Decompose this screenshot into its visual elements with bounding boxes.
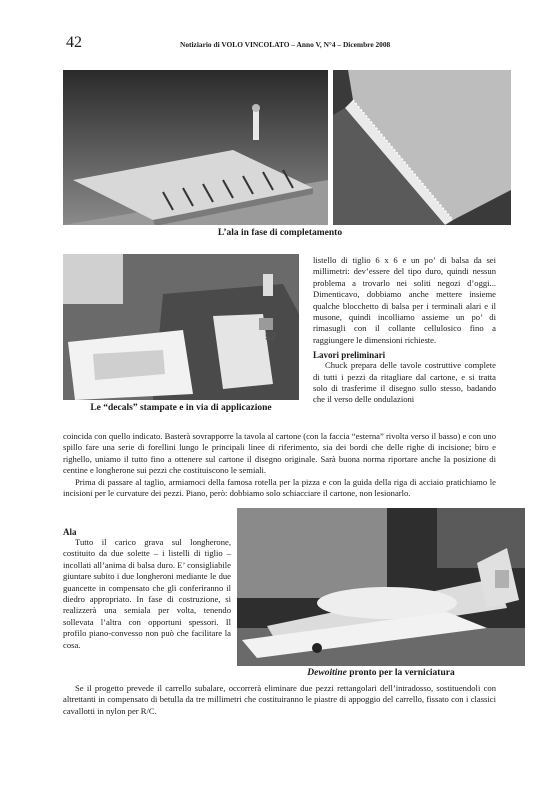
running-head: Notiziario di VOLO VINCOLATO – Anno V, N°4 – Dicembre 2008 (180, 40, 391, 49)
wing-photo-graphic (63, 70, 328, 225)
caption-decals: Le “decals” stampate e in via di applicazione (90, 403, 272, 413)
caption-dewoitine-rest: pronto per la verniciatura (346, 668, 455, 678)
paragraph-preliminari-start: Chuck prepara delle tavole costruttive complete di tutti i pezzi da ritagliare dal cartone, e si tratta solo di trasferime il disegno sullo stesso, badando che il verso delle ondulazioni (313, 360, 496, 405)
paragraph-carrello: Se il progetto prevede il carrello subalare, occorrerà eliminare due pezzi rettangolari dell’intradosso, sostituendoli con altrettanti in compensato di betulla da tre millimetri che costituiranno le piastre di appoggio del carrello, fissato con i classici cavallotti in nylon per R/C. (63, 683, 496, 716)
caption-dewoitine (237, 668, 525, 678)
photo-cardboard (333, 70, 511, 225)
paragraph-taglio: Prima di passare al taglio, armiamoci della famosa rotella per la pizza e con la guida della riga di acciaio pratichiamo le incisioni per le curvature dei pezzi. Piano, però: dobbiamo solo schiacciare il cartone, non lesionarlo. (63, 476, 496, 499)
paragraph-longherone: Tutto il carico grava sul longherone, costituito da due solette – i listelli di tiglio – incollati all’anima di balsa duro. E’ consigliabile giuntare subito i due longheroni mediante le due guancette in compensato che gli conferiranno il diedro appropriato. In fase di costruzione, si realizzerà una semiala per volta, tenendo sollevata l’altra con opportuni spessori. Il profilo piano-convesso non può che facilitare la cosa. (63, 537, 231, 650)
caption-wing: L’ala in fase di completamento (217, 228, 343, 238)
paragraph-preliminari-cont: coincida con quello indicato. Basterà sovrapporre la tavola al cartone (con la faccia “esterna” rivolta verso il basso) e con uno spillo fare una serie di forellini lungo le principali linee di riferimento, sia dei bordi che delle righe di incisione; biro e righello, uniamo il tutto fino a ottenere sul cartone il disegno originale. Sarà buona norma riportare anche la posizione di centine e longherone sui pezzi che costituiscono le semiali. (63, 431, 496, 476)
paragraph-materials: listello di tiglio 6 x 6 e un po’ di balsa da sei millimetri: dev’essere del tipo duro, quindi nessun problema a trovarlo nei soliti negozi d’oggi... Dimenticavo, dobbiamo anche mettere insieme qualche blocchetto di balsa per i terminali alari e il musone, quindi incolliamo assieme un po’ di rimasugli con il collante cellulosico fino a raggiungere le dimensioni richieste. (313, 255, 496, 345)
cardboard-photo-graphic (333, 70, 511, 225)
decals-photo-graphic (63, 254, 299, 400)
photo-decals (63, 254, 299, 400)
photo-dewoitine (237, 508, 525, 666)
photo-wing-completion (63, 70, 328, 225)
caption-dewoitine-title: Dewoitine (307, 668, 347, 678)
heading-lavori-preliminari: Lavori preliminari (313, 350, 386, 361)
dewoitine-photo-graphic (237, 508, 525, 666)
page-number: 42 (66, 34, 82, 51)
heading-ala: Ala (63, 527, 77, 537)
decal-number: 52 (265, 332, 277, 343)
